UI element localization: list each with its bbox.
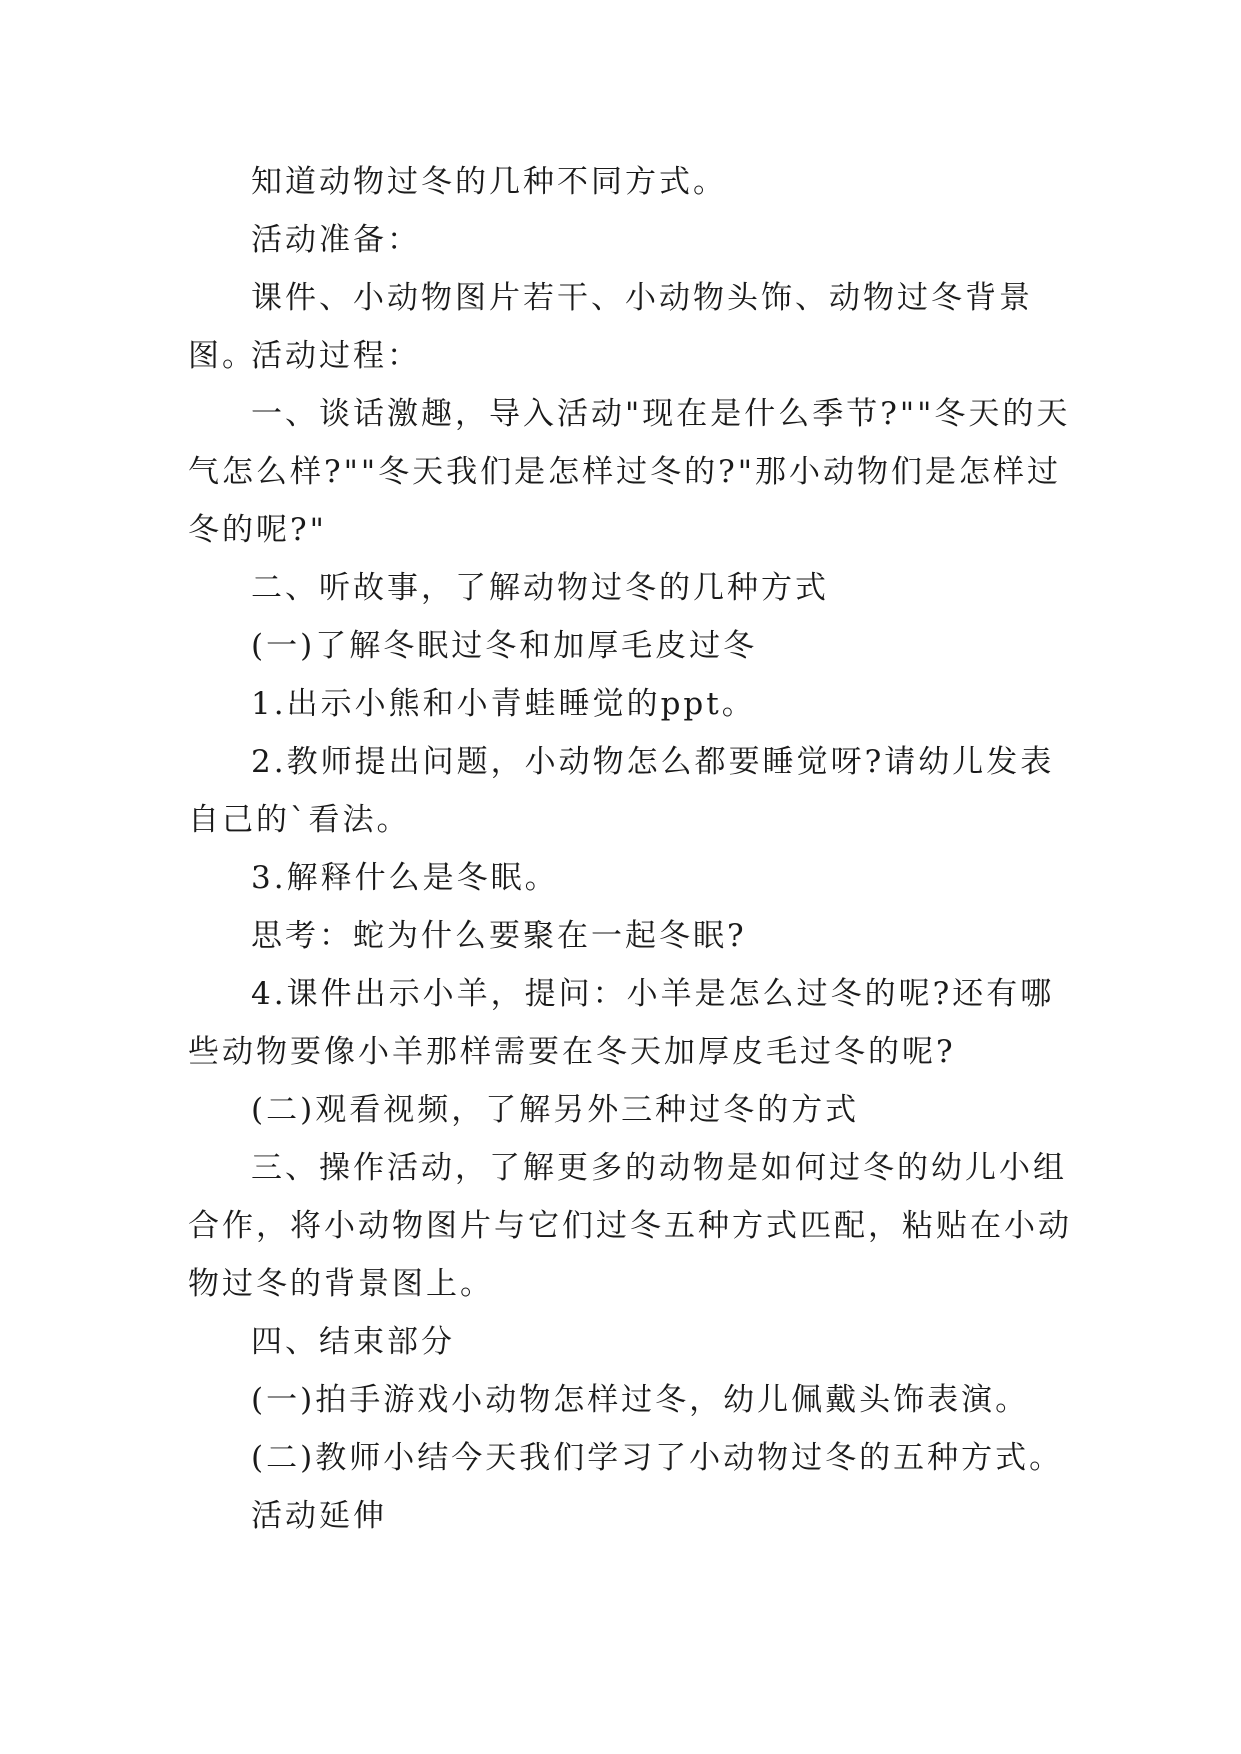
heading-process: 活动过程： [251,338,421,374]
heading-preparation: 活动准备： [251,222,421,258]
paragraph-step-3: 三、操作活动，了解更多的动物是如何过冬的幼儿小组 合作，将小动物图片与它们过冬五种方式匹配，粘贴在小动 物过冬的背景图上。 [188,1150,1072,1302]
paragraph-step-2: 二、听故事，了解动物过冬的几种方式 [251,570,829,606]
paragraph-step-4: 四、结束部分 [251,1324,455,1360]
paragraph-item-2: 2.教师提出问题，小动物怎么都要睡觉呀?请幼儿发表 自己的`看法。 [188,744,1055,838]
paragraph-goal: 知道动物过冬的几种不同方式。 [251,164,727,200]
paragraph-item-4: 4.课件出示小羊，提问：小羊是怎么过冬的呢?还有哪 些动物要像小羊那样需要在冬天加厚皮毛过冬的呢? [188,976,1055,1070]
paragraph-step-1: 一、谈话激趣，导入活动"现在是什么季节?""冬天的天 气怎么样?""冬天我们是怎样过冬的?"那小动物们是怎样过 冬的呢?" [188,396,1071,548]
heading-extension: 活动延伸 [251,1498,387,1534]
paragraph-item-1: 1.出示小熊和小青蛙睡觉的ppt。 [251,686,756,722]
paragraph-thinking: 思考：蛇为什么要聚在一起冬眠? [251,918,747,954]
paragraph-substep-4-2: (二)教师小结今天我们学习了小动物过冬的五种方式。 [251,1440,1064,1476]
paragraph-substep-2-2: (二)观看视频，了解另外三种过冬的方式 [251,1092,860,1128]
paragraph-materials: 课件、小动物图片若干、小动物头饰、动物过冬背景图。 [188,280,1033,374]
paragraph-item-3: 3.解释什么是冬眠。 [251,860,559,896]
paragraph-substep-2-1: (一)了解冬眠过冬和加厚毛皮过冬 [251,628,758,664]
paragraph-substep-4-1: (一)拍手游戏小动物怎样过冬，幼儿佩戴头饰表演。 [251,1382,1030,1418]
